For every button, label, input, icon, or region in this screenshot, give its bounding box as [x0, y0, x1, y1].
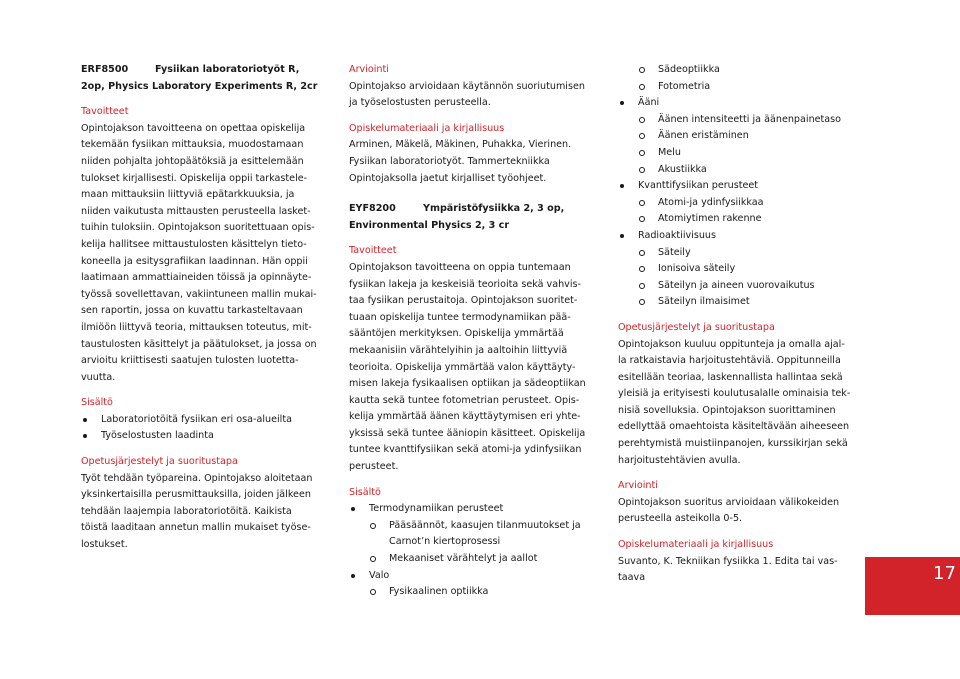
list-subitem: Akustiikka — [618, 162, 850, 179]
column-2: Arviointi Opintojakso arvioidaan käytännön suoriutumisen ja työselostusten perusteella. Opiskelumateriaali ja kirjallisuus Arminen, Mäkelä, Mäkinen, Puhakka, Vierinen. Fysiikan laboratoriotyöt. Tammertekniikka Opintojaksolla jaetut kirjalliset työohjeet. EYF8200 Ympäristöfysiikka 2, 3 op, Environmental Physics 2, 3 cr Tavoitteet Opintojakson tavoitteena on oppia tuntemaan fysiikan lakeja ja keskeisiä teorioita sekä vahvis- taa fysiikan perustaitoja. Opintojakson suoritet- tuaan opiskelija tuntee termodynamiikan pää- sääntöjen merkityksen. Opiskelija ymmärtää mekaanisiin värähtelyihin ja aaltoihin liittyviä teorioita. Opiskelija ymmärtää valon käyttäyty- misen lakeja fysikaalisen optiikan ja sädeoptiikan kautta sekä tuntee fotometrian perusteet. Opis- kelija ymmärtää äänen käyttäytymisen eri yhte- yksissä sekä tuntee ääniopin käsitteet. Opiskelija tuntee kvanttifysiikan sekä atomi-ja ydinfysiikan perusteet. Sisältö Termodynamiikan perusteet Pääsäännöt, kaasujen tilanmuutokset ja Carnot’n kiertoprosessi Mekaaniset värähtelyt ja aallot Valo Fysikaalinen optiikka — [349, 62, 589, 601]
list-item: Radioaktiivisuus — [618, 228, 850, 245]
list-subitem: Melu — [618, 145, 850, 162]
sisalto-heading: Sisältö — [81, 397, 113, 409]
list-item: Laboratoriotöitä fysiikan eri osa-alueilta — [81, 412, 311, 429]
opetus-heading: Opetusjärjestelyt ja suoritustapa — [618, 321, 775, 333]
list-subitem: Atomiytimen rakenne — [618, 211, 850, 228]
list-subitem: Mekaaniset värähtelyt ja aallot — [349, 551, 589, 568]
list-item: Valo — [349, 568, 589, 585]
list-subitem: Atomi-ja ydinfysiikkaa — [618, 195, 850, 212]
tavoitteet-text: Opintojakson tavoitteena on opettaa opiskelija tekemään fysiikan mittauksia, muodostamaan niiden pohjalta johtopäätöksiä ja esittelemään tulokset kirjallisesti. Opiskelija oppii tarkastele- maan mittauksiin liittyviä epätarkkuuksia, ja niiden vaikutusta mittausten perusteella lasket- tuihin tuloksiin. Opintojakson suoritettuaan opis- kelija hallitsee mittaustulosten käsittelyn tieto- koneella ja esitysgrafiikan laadinnan. Hän oppii laatimaan ammattiaineiden töissä ja opinnäyte- työssä sovellettavan, vakiintuneen mallin mukai- sen raportin, jossa on kuvattu tarkasteltavaan ilmiöön liittyvä teoria, mittauksen toteutus, mit- taustulosten käsittelyt ja päätulokset, ja jossa on arvioitu kriittisesti saatujen tulosten luotetta- vuutta. — [81, 122, 317, 383]
course-header-erf8500: ERF8500 Fysiikan laboratoriotyöt R, — [81, 64, 300, 75]
tavoitteet-text: Opintojakson tavoitteena on oppia tuntemaan fysiikan lakeja ja keskeisiä teorioita sekä vahvis- taa fysiikan perustaitoja. Opintojakson suoritet- tuaan opiskelija tuntee termodynamiikan pää- sääntöjen merkityksen. Opiskelija ymmärtää mekaanisiin värähtelyihin ja aaltoihin liittyviä teorioita. Opiskelija ymmärtää valon käyttäyty- misen lakeja fysikaalisen optiikan ja sädeoptiikan kautta sekä tuntee fotometrian perusteet. Opis- kelija ymmärtää äänen käyttäytymisen eri yhte- yksissä sekä tuntee ääniopin käsitteet. Opiskelija tuntee kvanttifysiikan sekä atomi-ja ydinfysiikan perusteet. — [349, 261, 586, 473]
course-header-eyf8200: EYF8200 Ympäristöfysiikka 2, 3 op, — [349, 203, 565, 215]
column-1: ERF8500 Fysiikan laboratoriotyöt R, 2op, Physics Laboratory Experiments R, 2cr Tavoitteet Opintojakson tavoitteena on opettaa opiskelija tekemään fysiikan mittauksia, muodostamaan niiden pohjalta johtopäätöksiä ja esittelemään tulokset kirjallisesti. Opiskelija oppii tarkastele- maan mittauksiin liittyviä epätarkkuuksia, ja niiden vaikutusta mittausten perusteella lasket- tuihin tuloksiin. Opintojakson suoritettuaan opis- kelija hallitsee mittaustulosten käsittelyn tieto- koneella ja esitysgrafiikan laadinnan. Hän oppii laatimaan ammattiaineiden töissä ja opinnäyte- työssä sovellettavan, vakiintuneen mallin mukai- sen raportin, jossa on kuvattu tarkasteltavaan ilmiöön liittyvä teoria, mittauksen toteutus, mit- taustulosten käsittelyt ja päätulokset, ja jossa on arvioitu kriittisesti saatujen tulosten luotetta- vuutta. Sisältö Laboratoriotöitä fysiikan eri osa-alueilta Työselostusten laadinta Opetusjärjestelyt ja suoritustapa Työt tehdään työpareina. Opintojakso aloitetaan yksinkertaisilla perusmittauksilla, joiden jälkeen tehdään laajempia laboratoriotöitä. Kaikista töistä laaditaan annetun mallin mukaiset työse- lostukset. — [81, 64, 318, 551]
opetus-heading: Opetusjärjestelyt ja suoritustapa — [81, 456, 238, 468]
materiaali-heading: Opiskelumateriaali ja kirjallisuus — [618, 539, 774, 551]
list-subitem: Säteilyn ja aineen vuorovaikutus — [618, 278, 850, 295]
tavoitteet-heading: Tavoitteet — [349, 245, 397, 257]
list-item: Ääni — [618, 95, 850, 112]
list-subitem: Äänen intensiteetti ja äänenpainetaso — [618, 112, 850, 129]
sisalto-heading: Sisältö — [349, 486, 381, 498]
arviointi-heading: Arviointi — [349, 64, 389, 75]
page-number: 17 — [933, 563, 956, 584]
list-subitem: Fotometria — [618, 79, 850, 96]
course-header-line2: Environmental Physics 2, 3 cr — [349, 219, 510, 231]
tavoitteet-heading: Tavoitteet — [81, 106, 129, 118]
materiaali-heading: Opiskelumateriaali ja kirjallisuus — [349, 122, 505, 134]
column-3: Sädeoptiikka Fotometria Ääni Äänen intensiteetti ja äänenpainetaso Äänen eristäminen Melu Akustiikka Kvanttifysiikan perusteet Atomi-ja ydinfysiikkaa Atomiytimen rakenne Radioaktiivisuus Säteily Ionisoiva säteily Säteilyn ja aineen vuorovaikutus Säteilyn ilmaisimet Opetusjärjestelyt ja suoritustapa Opintojakson kuuluu oppitunteja ja omalla ajal- la ratkaistavia harjoitustehtäviä. Oppitunneilla esitellään teoriaa, laskennallista hallintaa sekä yleisiä ja erityisesti koulutusalalle ominaisia tek- nisiä sovelluksia. Opintojakson suorittaminen edellyttää omaehtoista käsiteltävään aiheeseen perehtymistä muistiinpanojen, kurssikirjan sekä harjoitustehtävien avulla. Arviointi Opintojakson suoritus arvioidaan välikokeiden perusteella asteikolla 0-5. Opiskelumateriaali ja kirjallisuus Suvanto, K. Tekniikan fysiikka 1. Edita tai vas- taava — [618, 64, 851, 584]
arviointi-heading: Arviointi — [618, 480, 658, 492]
page-number-box — [865, 557, 960, 615]
list-subitem-cont: Carnot’n kiertoprosessi — [389, 536, 501, 548]
list-item: Kvanttifysiikan perusteet — [618, 178, 850, 195]
list-subitem: Sädeoptiikka — [618, 62, 850, 79]
list-subitem: Säteilyn ilmaisimet — [618, 294, 850, 311]
list-subitem: Fysikaalinen optiikka — [349, 584, 589, 601]
list-subitem: Säteily — [618, 245, 850, 262]
list-item: Työselostusten laadinta — [81, 428, 311, 445]
list-subitem: Pääsäännöt, kaasujen tilanmuutokset ja — [349, 518, 589, 535]
course-header-line2: 2op, Physics Laboratory Experiments R, 2cr — [81, 80, 318, 92]
list-subitem: Ionisoiva säteily — [618, 261, 850, 278]
list-item: Termodynamiikan perusteet — [349, 501, 589, 518]
list-subitem: Äänen eristäminen — [618, 128, 850, 145]
